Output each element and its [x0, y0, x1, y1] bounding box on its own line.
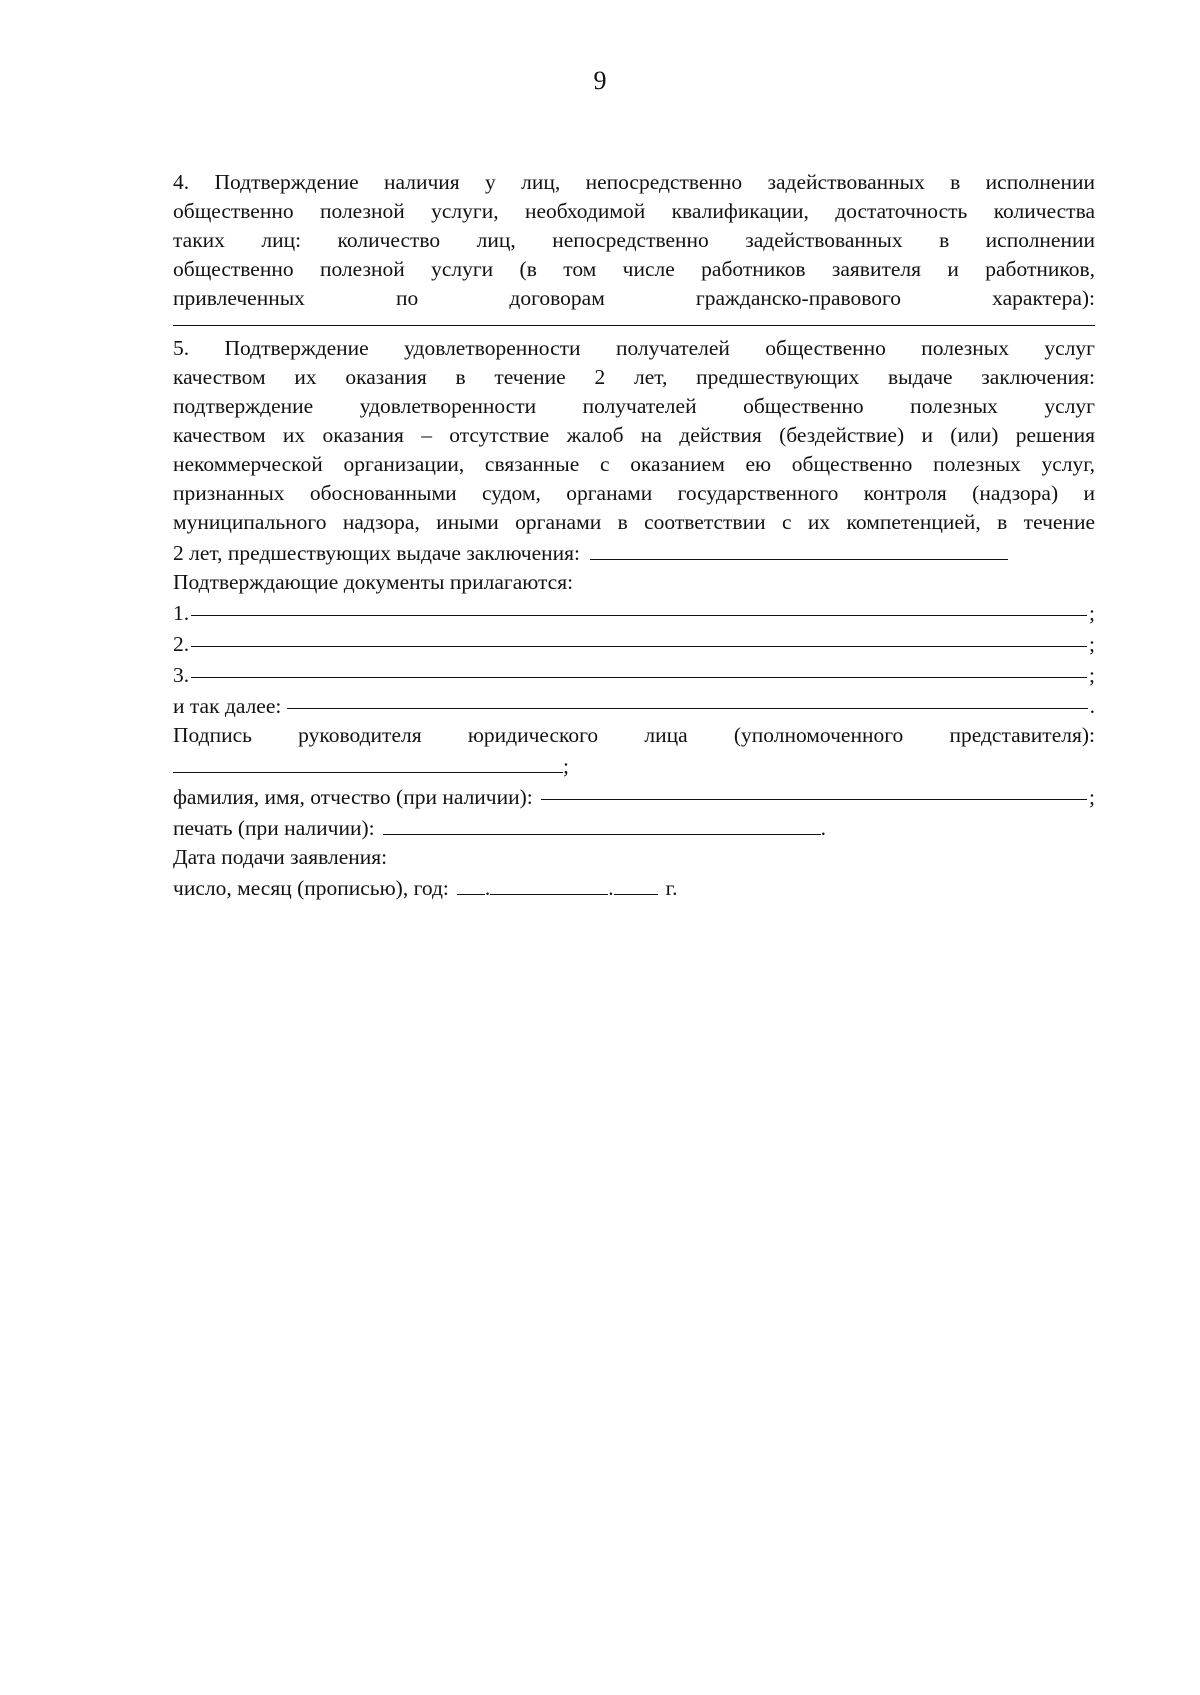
- date-block: [173, 843, 1095, 903]
- signature-block: [173, 721, 1095, 781]
- document-item-number: 3.: [173, 663, 190, 687]
- document-etc-label: и так далее:: [173, 694, 282, 718]
- fio-line[interactable]: [541, 777, 1087, 800]
- signature-label: Подпись руководителя юридического лица (уполномоченного представителя):: [173, 723, 1095, 747]
- section-5-line: качеством их оказания в течение 2 лет, предшествующих выдаче заключения:: [173, 365, 1095, 389]
- document-item-number: 1.: [173, 601, 190, 625]
- section-5-line: некоммерческой организации, связанные с оказанием ею общественно полезных услуг,: [173, 452, 1095, 476]
- section-5-line: признанных обоснованными судом, органами государственного контроля (надзора) и: [173, 481, 1095, 505]
- date-year-line[interactable]: [614, 872, 658, 895]
- section-5-line: подтверждение удовлетворенности получателей общественно полезных услуг: [173, 394, 1095, 418]
- document-item-line[interactable]: [191, 624, 1087, 647]
- date-label: число, месяц (прописью), год:: [173, 876, 449, 900]
- signature-end: ;: [563, 754, 569, 778]
- form-content: [173, 168, 1095, 903]
- date-suffix: г.: [665, 876, 678, 900]
- document-item-end: ;: [1089, 663, 1095, 687]
- section-5-line: 5. Подтверждение удовлетворенности получателей общественно полезных услуг: [173, 336, 1095, 360]
- fio-end: ;: [1089, 785, 1095, 809]
- document-item-end: ;: [1089, 632, 1095, 656]
- documents-heading: Подтверждающие документы прилагаются:: [173, 570, 574, 594]
- section-4-line: таких лиц: количество лиц, непосредственно задействованных в исполнении: [173, 228, 1095, 252]
- document-etc: [173, 690, 1095, 721]
- seal-label: печать (при наличии):: [173, 816, 375, 840]
- document-item-end: ;: [1089, 601, 1095, 625]
- section-4-line: 4. Подтверждение наличия у лиц, непосредственно задействованных в исполнении: [173, 170, 1095, 194]
- document-etc-end: .: [1089, 694, 1095, 718]
- page-number: 9: [593, 66, 607, 95]
- section-5-answer-row: [173, 537, 1095, 568]
- seal-line[interactable]: [383, 812, 821, 835]
- document-item-line[interactable]: [191, 593, 1087, 616]
- section-4-line: общественно полезной услуги (в том числе работников заявителя и работников,: [173, 257, 1095, 281]
- fio-label: фамилия, имя, отчество (при наличии):: [173, 785, 533, 809]
- date-heading: Дата подачи заявления:: [173, 845, 388, 869]
- date-separator: .: [608, 876, 614, 900]
- signature-line[interactable]: [173, 750, 563, 773]
- fio-row: [173, 781, 1095, 812]
- section-5-answer-line[interactable]: [590, 537, 1008, 560]
- document-etc-line[interactable]: [287, 686, 1087, 709]
- document-item-line[interactable]: [191, 655, 1087, 678]
- section-5-line: 2 лет, предшествующих выдаче заключения:: [173, 541, 580, 565]
- section-4-answer-line[interactable]: [173, 313, 1095, 326]
- seal-end: .: [820, 816, 826, 840]
- section-5-line: качеством их оказания – отсутствие жалоб на действия (бездействие) и (или) решения: [173, 423, 1095, 447]
- section-5-line: муниципального надзора, иными органами в соответствии с их компетенцией, в течение: [173, 510, 1095, 534]
- section-4: [173, 168, 1095, 326]
- date-day-line[interactable]: [457, 872, 485, 895]
- section-5: [173, 334, 1095, 568]
- section-4-line: общественно полезной услуги, необходимой квалификации, достаточность количества: [173, 199, 1095, 223]
- date-month-line[interactable]: [490, 872, 608, 895]
- date-row: [173, 872, 1095, 903]
- date-separator: .: [484, 876, 491, 900]
- section-4-line: привлеченных по договорам гражданско-правового характера):: [173, 286, 1095, 310]
- seal-row: [173, 812, 1095, 843]
- attached-documents: [173, 568, 1095, 721]
- document-item-number: 2.: [173, 632, 190, 656]
